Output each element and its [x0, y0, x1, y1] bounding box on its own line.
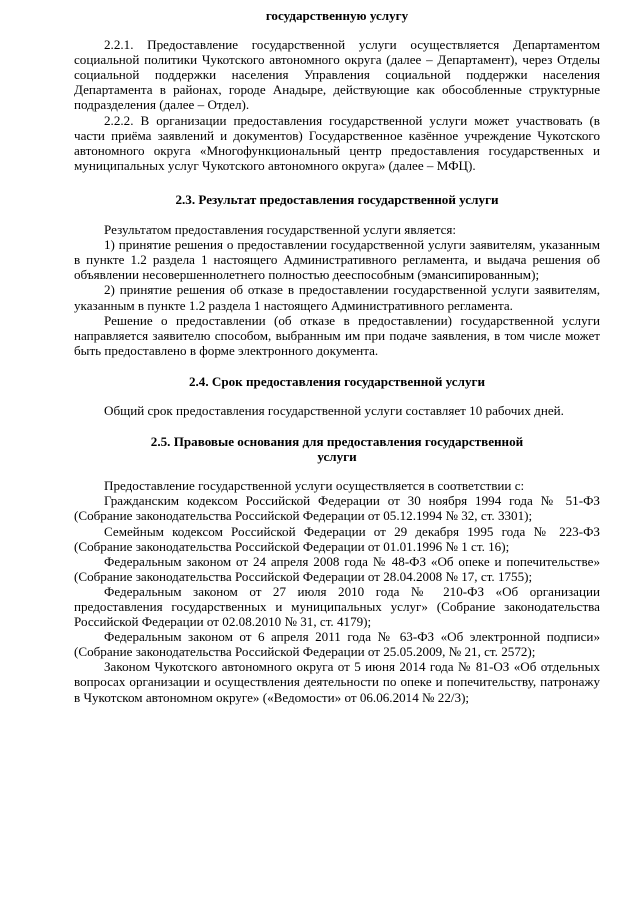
heading-2-5-line-1: 2.5. Правовые основания для предоставления государственной — [150, 434, 524, 450]
paragraph-oz-81: Законом Чукотского автономного округа от 5 июня 2014 года № 81-ОЗ «Об отдельных вопросах организации и осуществления деятельности по опеке и попечительству, патронажу в Чукотском автономном округе» («Ведомости» от 06.06.2014 № 22/3); — [74, 659, 600, 705]
paragraph-2-3-decision: Решение о предоставлении (об отказе в предоставлении) государственной услуги направляется заявителю способом, выбранным им при подаче заявления, в том числе может быть предоставлено в форме электронного документа. — [74, 312, 600, 358]
paragraph-2-3-intro: Результатом предоставления государственной услуги является: — [104, 222, 457, 238]
paragraph-2-2-2: 2.2.2. В организации предоставления государственной услуги может участвовать (в части приёма заявлений и документов) Государственное казённое учреждение Чукотского автономного округа «Многофункциональный центр предоставления государственных и муниципальных услуг Чукотского автономного округа» (далее – МФЦ). — [74, 112, 600, 173]
document-body — [74, 8, 600, 705]
paragraph-fz-210: Федеральным законом от 27 июля 2010 года № 210-ФЗ «Об организации предоставления государственных и муниципальных услуг» (Собрание законодательства Российской Федерации от 02.08.2010 № 31, ст. 4179); — [74, 583, 600, 630]
paragraph-2-3-item-1: 1) принятие решения о предоставлении государственной услуги заявителям, указанным в пункте 1.2 раздела 1 настоящего Административного регламента, и выдача решения об объявлении несовершеннолетнего полностью дееспособным (эмансипированным); — [74, 237, 600, 283]
paragraph-family-code: Семейным кодексом Российской Федерации от 29 декабря 1995 года № 223-ФЗ (Собрание законодательства Российской Федерации от 01.01.1996 № 1 ст. 16); — [74, 523, 600, 554]
paragraph-fz-48: Федеральным законом от 24 апреля 2008 года № 48-ФЗ «Об опеке и попечительстве» (Собрание законодательства Российской Федерации от 28.04.2008 № 17, ст. 1755); — [74, 553, 600, 584]
continued-section-heading: государственную услугу — [265, 8, 409, 23]
paragraph-2-2-1: 2.2.1. Предоставление государственной услуги осуществляется Департаментом социальной политики Чукотского автономного округа (далее – Департамент), через Отделы социальной поддержки населения Управления социальной поддержки населения Департамента в районах, городе Анадыре, действующие как обособленные структурные подразделения (далее – Отдел). — [74, 37, 600, 113]
heading-2-5 — [74, 434, 600, 464]
paragraph-2-4: Общий срок предоставления государственной услуги составляет 10 рабочих дней. — [104, 402, 564, 418]
paragraph-2-3-item-2: 2) принятие решения об отказе в предоставлении государственной услуги заявителям, указанным в пункте 1.2 раздела 1 настоящего Административного регламента. — [74, 282, 600, 313]
paragraph-2-5-intro: Предоставление государственной услуги осуществляется в соответствии с: — [104, 478, 525, 494]
paragraph-civil-code: Гражданским кодексом Российской Федерации от 30 ноября 1994 года № 51-ФЗ (Собрание законодательства Российской Федерации от 05.12.1994 № 32, ст. 3301); — [74, 493, 600, 524]
heading-2-4: 2.4. Срок предоставления государственной услуги — [188, 373, 485, 389]
heading-2-3: 2.3. Результат предоставления государственной услуги — [175, 191, 499, 207]
paragraph-fz-63: Федеральным законом от 6 апреля 2011 года № 63-ФЗ «Об электронной подписи» (Собрание законодательства Российской Федерации от 25.05.2009, № 21, ст. 2572); — [74, 629, 600, 660]
heading-2-5-line-2: услуги — [317, 449, 357, 465]
